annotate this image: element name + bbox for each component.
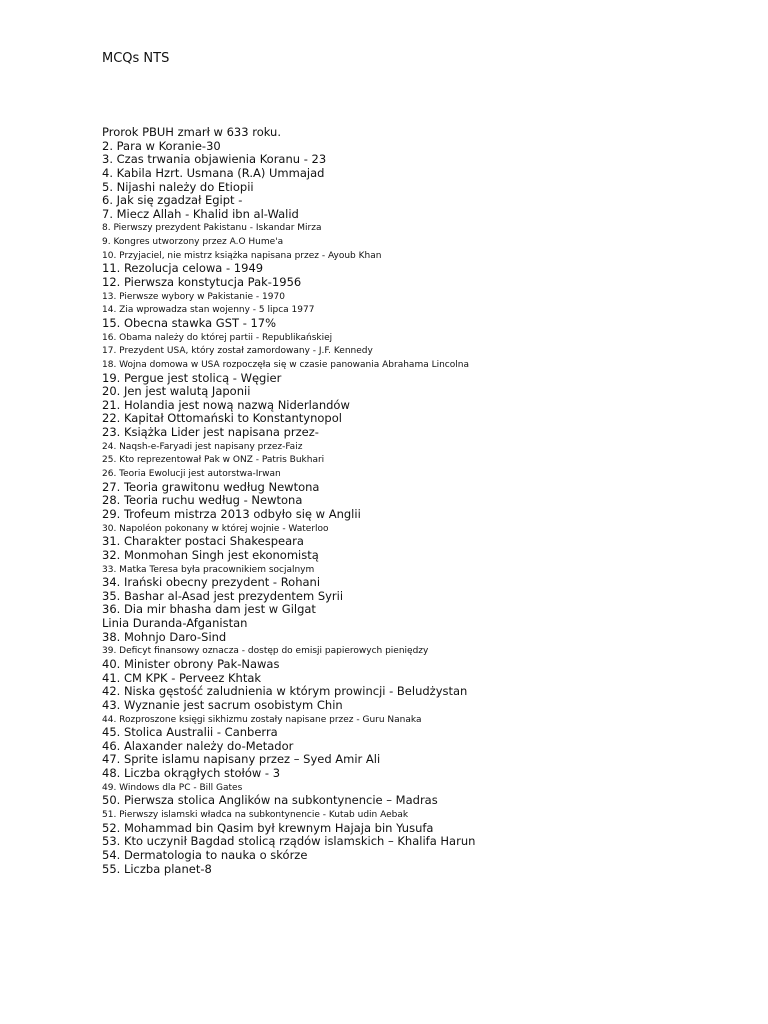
list-item-text: 7. Miecz Allah - Khalid ibn al-Walid (102, 206, 299, 221)
list-item-text: 41. CM KPK - Perveez Khtak (102, 670, 262, 685)
list-item (102, 208, 742, 222)
list-item-text: 12. Pierwsza konstytucja Pak-1956 (102, 275, 302, 290)
list-item-text: 51. Pierwszy islamski władca na subkontynencie - Kutab udin Aebak (102, 810, 409, 821)
list-item (102, 835, 742, 849)
list-item (102, 276, 742, 290)
list-item-text: 23. Książka Lider jest napisana przez- (102, 425, 319, 440)
list-item (102, 249, 742, 263)
list-item (102, 822, 742, 836)
list-item-text: 39. Deficyt finansowy oznacza - dostęp do emisji papierowych pieniędzy (102, 646, 429, 657)
list-item (102, 508, 742, 522)
list-item-text: 13. Pierwsze wybory w Pakistanie - 1970 (102, 291, 285, 302)
list-item-text: 35. Bashar al-Asad jest prezydentem Syrii (102, 588, 344, 603)
list-item (102, 699, 742, 713)
list-item-text: Prorok PBUH zmarł w 633 roku. (102, 125, 281, 139)
list-item (102, 863, 742, 877)
list-item (102, 617, 742, 631)
list-item-text: 17. Prezydent USA, który został zamordowany - J.F. Kennedy (102, 346, 373, 357)
list-item-text: 47. Sprite islamu napisany przez – Syed Amir Ali (102, 752, 381, 767)
list-item-text: 31. Charakter postaci Shakespeara (102, 534, 304, 549)
list-item (102, 167, 742, 181)
list-item-text: 36. Dia mir bhasha dam jest w Gilgat (102, 602, 316, 617)
list-item (102, 767, 742, 781)
list-item (102, 794, 742, 808)
list-item (102, 535, 742, 549)
list-item-text: Linia Duranda-Afganistan (102, 616, 248, 631)
list-item-text: 49. Windows dla PC - Bill Gates (102, 782, 243, 793)
list-item (102, 385, 742, 399)
list-item (102, 153, 742, 167)
list-item-text: 50. Pierwsza stolica Anglików na subkontynencie – Madras (102, 793, 438, 808)
list-item (102, 753, 742, 767)
list-item-text: 52. Mohammad bin Qasim był krewnym Hajaja bin Yusufa (102, 820, 434, 835)
list-item-text: 25. Kto reprezentował Pak w ONZ - Patris Bukhari (102, 455, 325, 466)
list-item-text: 10. Przyjaciel, nie mistrz książka napisana przez - Ayoub Khan (102, 250, 382, 261)
list-item (102, 467, 742, 481)
list-item-text: 3. Czas trwania objawienia Koranu - 23 (102, 152, 327, 167)
list-item-text: 53. Kto uczynił Bagdad stolicą rządów islamskich – Khalifa Harun (102, 834, 476, 849)
list-item (102, 262, 742, 276)
list-item (102, 494, 742, 508)
list-item-text: 15. Obecna stawka GST - 17% (102, 315, 277, 330)
list-item-text: 2. Para w Koranie-30 (102, 138, 221, 153)
list-item-text: 55. Liczba planet-8 (102, 861, 212, 876)
list-item-text: 5. Nijashi należy do Etiopii (102, 179, 254, 194)
list-item-text: 20. Jen jest walutą Japonii (102, 384, 251, 399)
list-item-text: 34. Irański obecny prezydent - Rohani (102, 575, 321, 590)
list-item (102, 399, 742, 413)
list-item (102, 344, 742, 358)
list-item-text: 45. Stolica Australii - Canberra (102, 725, 278, 740)
list-item (102, 849, 742, 863)
list-item (102, 317, 742, 331)
page-title: MCQs NTS (102, 51, 170, 66)
list-item (102, 672, 742, 686)
list-item-text: 8. Pierwszy prezydent Pakistanu - Iskandar Mirza (102, 223, 322, 234)
list-item-text: 6. Jak się zgadzał Egipt - (102, 193, 243, 208)
list-item (102, 235, 742, 249)
list-item-text: 48. Liczba okrągłych stołów - 3 (102, 766, 281, 781)
list-item (102, 290, 742, 304)
list-item-text: 4. Kabila Hzrt. Usmana (R.A) Ummajad (102, 165, 325, 180)
list-item-text: 21. Holandia jest nową nazwą Niderlandów (102, 397, 350, 412)
list-item (102, 221, 742, 235)
list-item (102, 522, 742, 536)
list-item-text: 29. Trofeum mistrza 2013 odbyło się w Anglii (102, 506, 361, 521)
list-item-text: 27. Teoria grawitonu według Newtona (102, 479, 320, 494)
list-item (102, 481, 742, 495)
list-item (102, 563, 742, 577)
list-item (102, 726, 742, 740)
list-item (102, 331, 742, 345)
list-item-text: 40. Minister obrony Pak-Nawas (102, 656, 280, 671)
list-item (102, 740, 742, 754)
list-item-text: 16. Obama należy do której partii - Republikańskiej (102, 332, 333, 343)
list-item-text: 42. Niska gęstość zaludnienia w którym prowincji - Beludżystan (102, 684, 468, 699)
list-item-text: 46. Alaxander należy do-Metador (102, 738, 294, 753)
list-item (102, 685, 742, 699)
list-item (102, 194, 742, 208)
list-item (102, 549, 742, 563)
list-item-text: 24. Naqsh-e-Faryadi jest napisany przez-Faiz (102, 441, 303, 452)
list-item (102, 576, 742, 590)
list-item-text: 18. Wojna domowa w USA rozpoczęła się w czasie panowania Abrahama Lincolna (102, 359, 469, 370)
list-item-text: 44. Rozproszone księgi sikhizmu zostały napisane przez - Guru Nanaka (102, 714, 422, 725)
list-item-text: 33. Matka Teresa była pracownikiem socjalnym (102, 564, 315, 575)
list-item-text: 54. Dermatologia to nauka o skórze (102, 847, 308, 862)
list-item-text: 19. Pergue jest stolicą - Węgier (102, 370, 282, 385)
mcq-list (102, 126, 742, 876)
list-item-text: 22. Kapitał Ottomański to Konstantynopol (102, 411, 342, 426)
list-item (102, 603, 742, 617)
list-item (102, 808, 742, 822)
list-item (102, 412, 742, 426)
list-item (102, 453, 742, 467)
list-item-text: 11. Rezolucja celowa - 1949 (102, 261, 264, 276)
list-item (102, 426, 742, 440)
list-item (102, 358, 742, 372)
list-item-text: 26. Teoria Ewolucji jest autorstwa-Irwan (102, 469, 281, 480)
list-item-text: 30. Napoléon pokonany w której wojnie - Waterloo (102, 523, 329, 534)
list-item (102, 440, 742, 454)
list-item (102, 140, 742, 154)
list-item-text: 9. Kongres utworzony przez A.O Hume'a (102, 237, 284, 248)
list-item (102, 631, 742, 645)
list-item-text: 14. Zia wprowadza stan wojenny - 5 lipca 1977 (102, 305, 315, 316)
list-item (102, 658, 742, 672)
list-item-text: 32. Monmohan Singh jest ekonomistą (102, 547, 319, 562)
list-item-text: 28. Teoria ruchu według - Newtona (102, 493, 303, 508)
list-item (102, 303, 742, 317)
list-item (102, 781, 742, 795)
list-item (102, 644, 742, 658)
list-item-text: 38. Mohnjo Daro-Sind (102, 629, 227, 644)
list-item (102, 713, 742, 727)
list-item-text: 43. Wyznanie jest sacrum osobistym Chin (102, 697, 343, 712)
list-item (102, 181, 742, 195)
list-item (102, 126, 742, 140)
list-item (102, 372, 742, 386)
list-item (102, 590, 742, 604)
